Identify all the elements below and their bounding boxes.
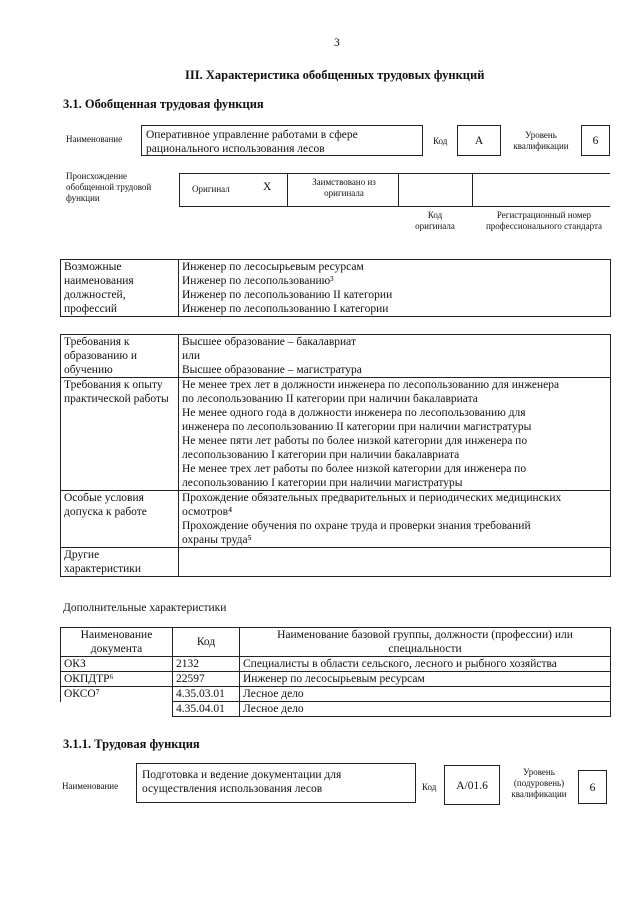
special-line: охраны труда⁵: [182, 534, 252, 546]
origin-divider-1: [287, 173, 288, 207]
requirements-table: [60, 334, 611, 577]
experience-line: Не менее трех лет работы по более низкой категории для инженера по: [182, 463, 527, 475]
otf-level-label: Уровень квалификации: [513, 130, 569, 151]
experience-line: лесопользованию I категории при наличии магистратуры: [182, 477, 463, 489]
otf-code-label: Код: [433, 136, 448, 146]
tf-code-value: А/01.6: [456, 780, 488, 792]
row-name: Инженер по лесосырьевым ресурсам: [240, 672, 611, 687]
subsection-title: 3.1. Обобщенная трудовая функция: [63, 97, 264, 111]
experience-line: по лесопользованию II категории при наличии бакалавриата: [182, 393, 478, 405]
position-item: Инженер по лесосырьевым ресурсам: [182, 261, 364, 273]
borrowed-label: Заимствовано из оригинала: [312, 177, 376, 198]
otf-name-box: [141, 125, 423, 156]
experience-label: Требования к опыту практической работы: [61, 378, 179, 491]
origin-divider-3: [472, 173, 473, 207]
special-line: осмотров⁴: [182, 506, 233, 518]
education-cell: [179, 335, 611, 378]
otf-name-value: Оперативное управление работами в сфере рационального использования лесов: [146, 129, 358, 155]
tf-level-value: 6: [589, 782, 596, 794]
tf-name-value: Подготовка и ведение документации для осуществления использования лесов: [142, 769, 342, 795]
table-row: [61, 687, 611, 702]
tf-code-label: Код: [422, 782, 437, 792]
row-code: 2132: [173, 657, 240, 672]
education-label: Требования к образованию и обучению: [61, 335, 179, 378]
row-doc: [61, 702, 173, 717]
experience-cell: [179, 378, 611, 491]
experience-line: Не менее пяти лет работы по более низкой категории для инженера по: [182, 435, 528, 447]
position-item: Инженер по лесопользованию II категории: [182, 289, 393, 301]
tf-level-box: [578, 770, 607, 804]
reg-number-caption: Регистрационный номер профессионального стандарта: [485, 210, 603, 231]
tf-name-label: Наименование: [62, 781, 119, 791]
row-doc: ОКПДТР⁶: [61, 672, 173, 687]
additional-table: [60, 627, 611, 717]
positions-list: [179, 260, 611, 317]
original-mark: X: [263, 181, 272, 193]
otf-level-box: [581, 125, 610, 156]
education-line: или: [182, 350, 201, 362]
tf-title: 3.1.1. Трудовая функция: [63, 737, 200, 751]
positions-label: Возможные наименования должностей, профессий: [61, 260, 179, 317]
tf-code-box: [444, 765, 500, 805]
positions-table: [60, 259, 611, 317]
special-cell: [179, 491, 611, 548]
page-number: 3: [334, 37, 340, 49]
row-doc: ОКСО⁷: [61, 687, 173, 702]
additional-title: Дополнительные характеристики: [63, 602, 227, 614]
table-row: [61, 657, 611, 672]
row-doc: ОКЗ: [61, 657, 173, 672]
education-line: Высшее образование – бакалавриат: [182, 336, 356, 348]
header-code: Код: [173, 628, 240, 657]
other-label: Другие характеристики: [61, 548, 179, 577]
header-doc: Наименование документа: [61, 628, 173, 657]
table-row: [61, 702, 611, 717]
otf-origin-label: Происхождение обобщенной трудовой функции: [66, 171, 152, 203]
row-name: Лесное дело: [240, 702, 611, 717]
otf-code-box: [457, 125, 501, 156]
special-label: Особые условия допуска к работе: [61, 491, 179, 548]
table-row: [61, 672, 611, 687]
header-name: Наименование базовой группы, должности (профессии) или специальности: [240, 628, 611, 657]
otf-code-value: А: [474, 135, 484, 147]
original-label: Оригинал: [192, 184, 230, 194]
row-name: Лесное дело: [240, 687, 611, 702]
experience-line: инженера по лесопользованию II категории при наличии магистратуры: [182, 421, 532, 433]
row-code: 4.35.03.01: [173, 687, 240, 702]
otf-name-label: Наименование: [66, 134, 123, 144]
tf-name-box: [136, 763, 416, 803]
position-item: Инженер по лесопользованию I категории: [182, 303, 389, 315]
experience-line: Не менее одного года в должности инженера по лесопользованию для: [182, 407, 526, 419]
special-line: Прохождение обязательных предварительных и периодических медицинских: [182, 492, 562, 504]
row-name: Специалисты в области сельского, лесного и рыбного хозяйства: [240, 657, 611, 672]
position-item: Инженер по лесопользованию³: [182, 275, 334, 287]
experience-line: лесопользованию I категории при наличии бакалавриата: [182, 449, 460, 461]
tf-level-label: Уровень (подуровень) квалификации: [511, 767, 567, 799]
origin-divider-2: [398, 173, 399, 207]
row-code: 22597: [173, 672, 240, 687]
other-value: [179, 548, 611, 577]
row-code: 4.35.04.01: [173, 702, 240, 717]
otf-level-value: 6: [592, 135, 599, 147]
origin-code-caption: Код оригинала: [415, 210, 455, 231]
special-line: Прохождение обучения по охране труда и проверки знания требований: [182, 520, 531, 532]
education-line: Высшее образование – магистратура: [182, 364, 362, 376]
experience-line: Не менее трех лет в должности инженера по лесопользованию для инженера: [182, 379, 560, 391]
section-title: III. Характеристика обобщенных трудовых функций: [185, 68, 485, 82]
